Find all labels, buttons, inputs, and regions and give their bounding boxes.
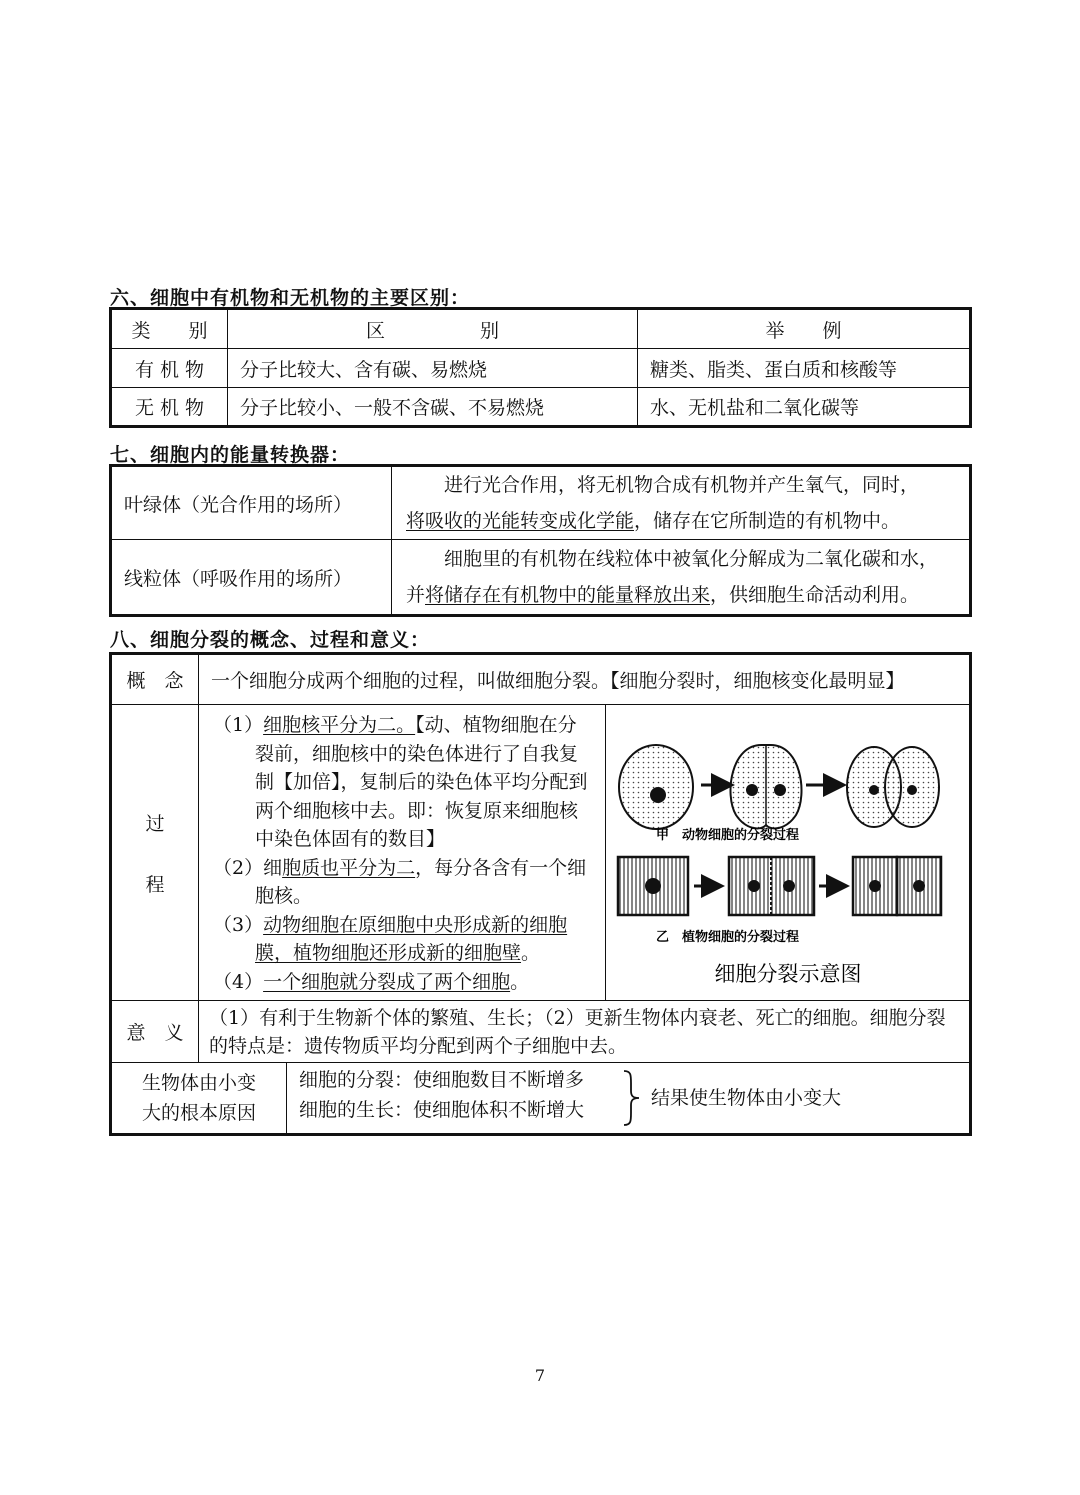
process-step-3: （3）动物细胞在原细胞中央形成新的细胞膜，植物细胞还形成新的细胞壁。: [213, 913, 568, 964]
meaning-label: 意 义: [111, 1001, 199, 1063]
section7-heading: 七、细胞内的能量转换器：: [110, 444, 351, 466]
row-organic-difference: 分子比较大、含有碳、易燃烧: [228, 349, 638, 388]
meaning-text: （1）有利于生物新个体的繁殖、生长；（2）更新生物体内衰老、死亡的细胞。细胞分裂的特点是：遗传物质平均分配到两个子细胞中去。: [199, 1001, 971, 1063]
process-step-2: （2）细胞质也平分为二，每分各含有一个细胞核。: [213, 856, 587, 907]
plant-cell-1: [618, 857, 688, 915]
plant-caption: 乙 植物细胞的分裂过程: [656, 930, 800, 945]
row-inorganic-category: 无 机 物: [111, 388, 228, 427]
brace-icon: [621, 1069, 645, 1127]
animal-caption: 甲 动物细胞的分裂过程: [656, 828, 800, 843]
row-inorganic-examples: 水、无机盐和二氧化碳等: [638, 388, 971, 427]
process-text: [199, 705, 606, 1001]
header-category: 类 别: [111, 309, 228, 349]
division-figure-cell: [606, 705, 971, 1001]
animal-cell-1: [619, 745, 693, 829]
animal-cell-3: [847, 747, 939, 827]
header-examples: 举 例: [638, 309, 971, 349]
plant-cell-2: [729, 857, 814, 915]
mitochondria-name: 线粒体（呼吸作用的场所）: [111, 540, 392, 616]
cell-division-figure: [606, 705, 971, 995]
growth-content: [287, 1063, 971, 1135]
header-difference: 区 别: [228, 309, 638, 349]
chloroplast-desc: 进行光合作用，将无机物合成有机物并产生氧气，同时， 将吸收的光能转变成化学能，储存在它所制造的有机物中。: [392, 466, 971, 540]
section8-heading: 八、细胞分裂的概念、过程和意义：: [110, 629, 431, 651]
growth-label: 生物体由小变大的根本原因: [111, 1063, 287, 1135]
growth-result: 结果使生物体由小变大: [651, 1087, 842, 1109]
page-number: 7: [534, 1366, 546, 1385]
row-organic-category: 有 机 物: [111, 349, 228, 388]
animal-cell-2: [730, 745, 801, 828]
energy-converter-table: [109, 464, 972, 617]
growth-line-2: 细胞的生长：使细胞体积不断增大: [299, 1099, 585, 1121]
concept-label: 概 念: [111, 654, 199, 705]
process-label: 过 程: [111, 705, 199, 1001]
section6-heading: 六、细胞中有机物和无机物的主要区别：: [110, 287, 471, 309]
process-step-1: （1）细胞核平分为二。【动、植物细胞在分裂前，细胞核中的染色体进行了自我复制【加倍】，复制后的染色体平均分配到两个细胞核中去。即：恢复原来细胞核中染色体固有的数目】: [213, 714, 588, 850]
growth-line-1: 细胞的分裂：使细胞数目不断增多: [299, 1069, 585, 1091]
cell-division-table: [109, 652, 972, 1136]
concept-text: 一个细胞分成两个细胞的过程，叫做细胞分裂。【细胞分裂时，细胞核变化最明显】: [199, 654, 971, 705]
row-organic-examples: 糖类、脂类、蛋白质和核酸等: [638, 349, 971, 388]
plant-cell-3: [853, 857, 941, 915]
mitochondria-desc: 细胞里的有机物在线粒体中被氧化分解成为二氧化碳和水， 并将储存在有机物中的能量释放出来，供细胞生命活动利用。: [392, 540, 971, 616]
process-step-4: （4）一个细胞就分裂成了两个细胞。: [213, 970, 530, 993]
row-inorganic-difference: 分子比较小、一般不含碳、不易燃烧: [228, 388, 638, 427]
organic-inorganic-table: [109, 307, 972, 428]
chloroplast-name: 叶绿体（光合作用的场所）: [111, 466, 392, 540]
figure-title: 细胞分裂示意图: [714, 962, 862, 986]
